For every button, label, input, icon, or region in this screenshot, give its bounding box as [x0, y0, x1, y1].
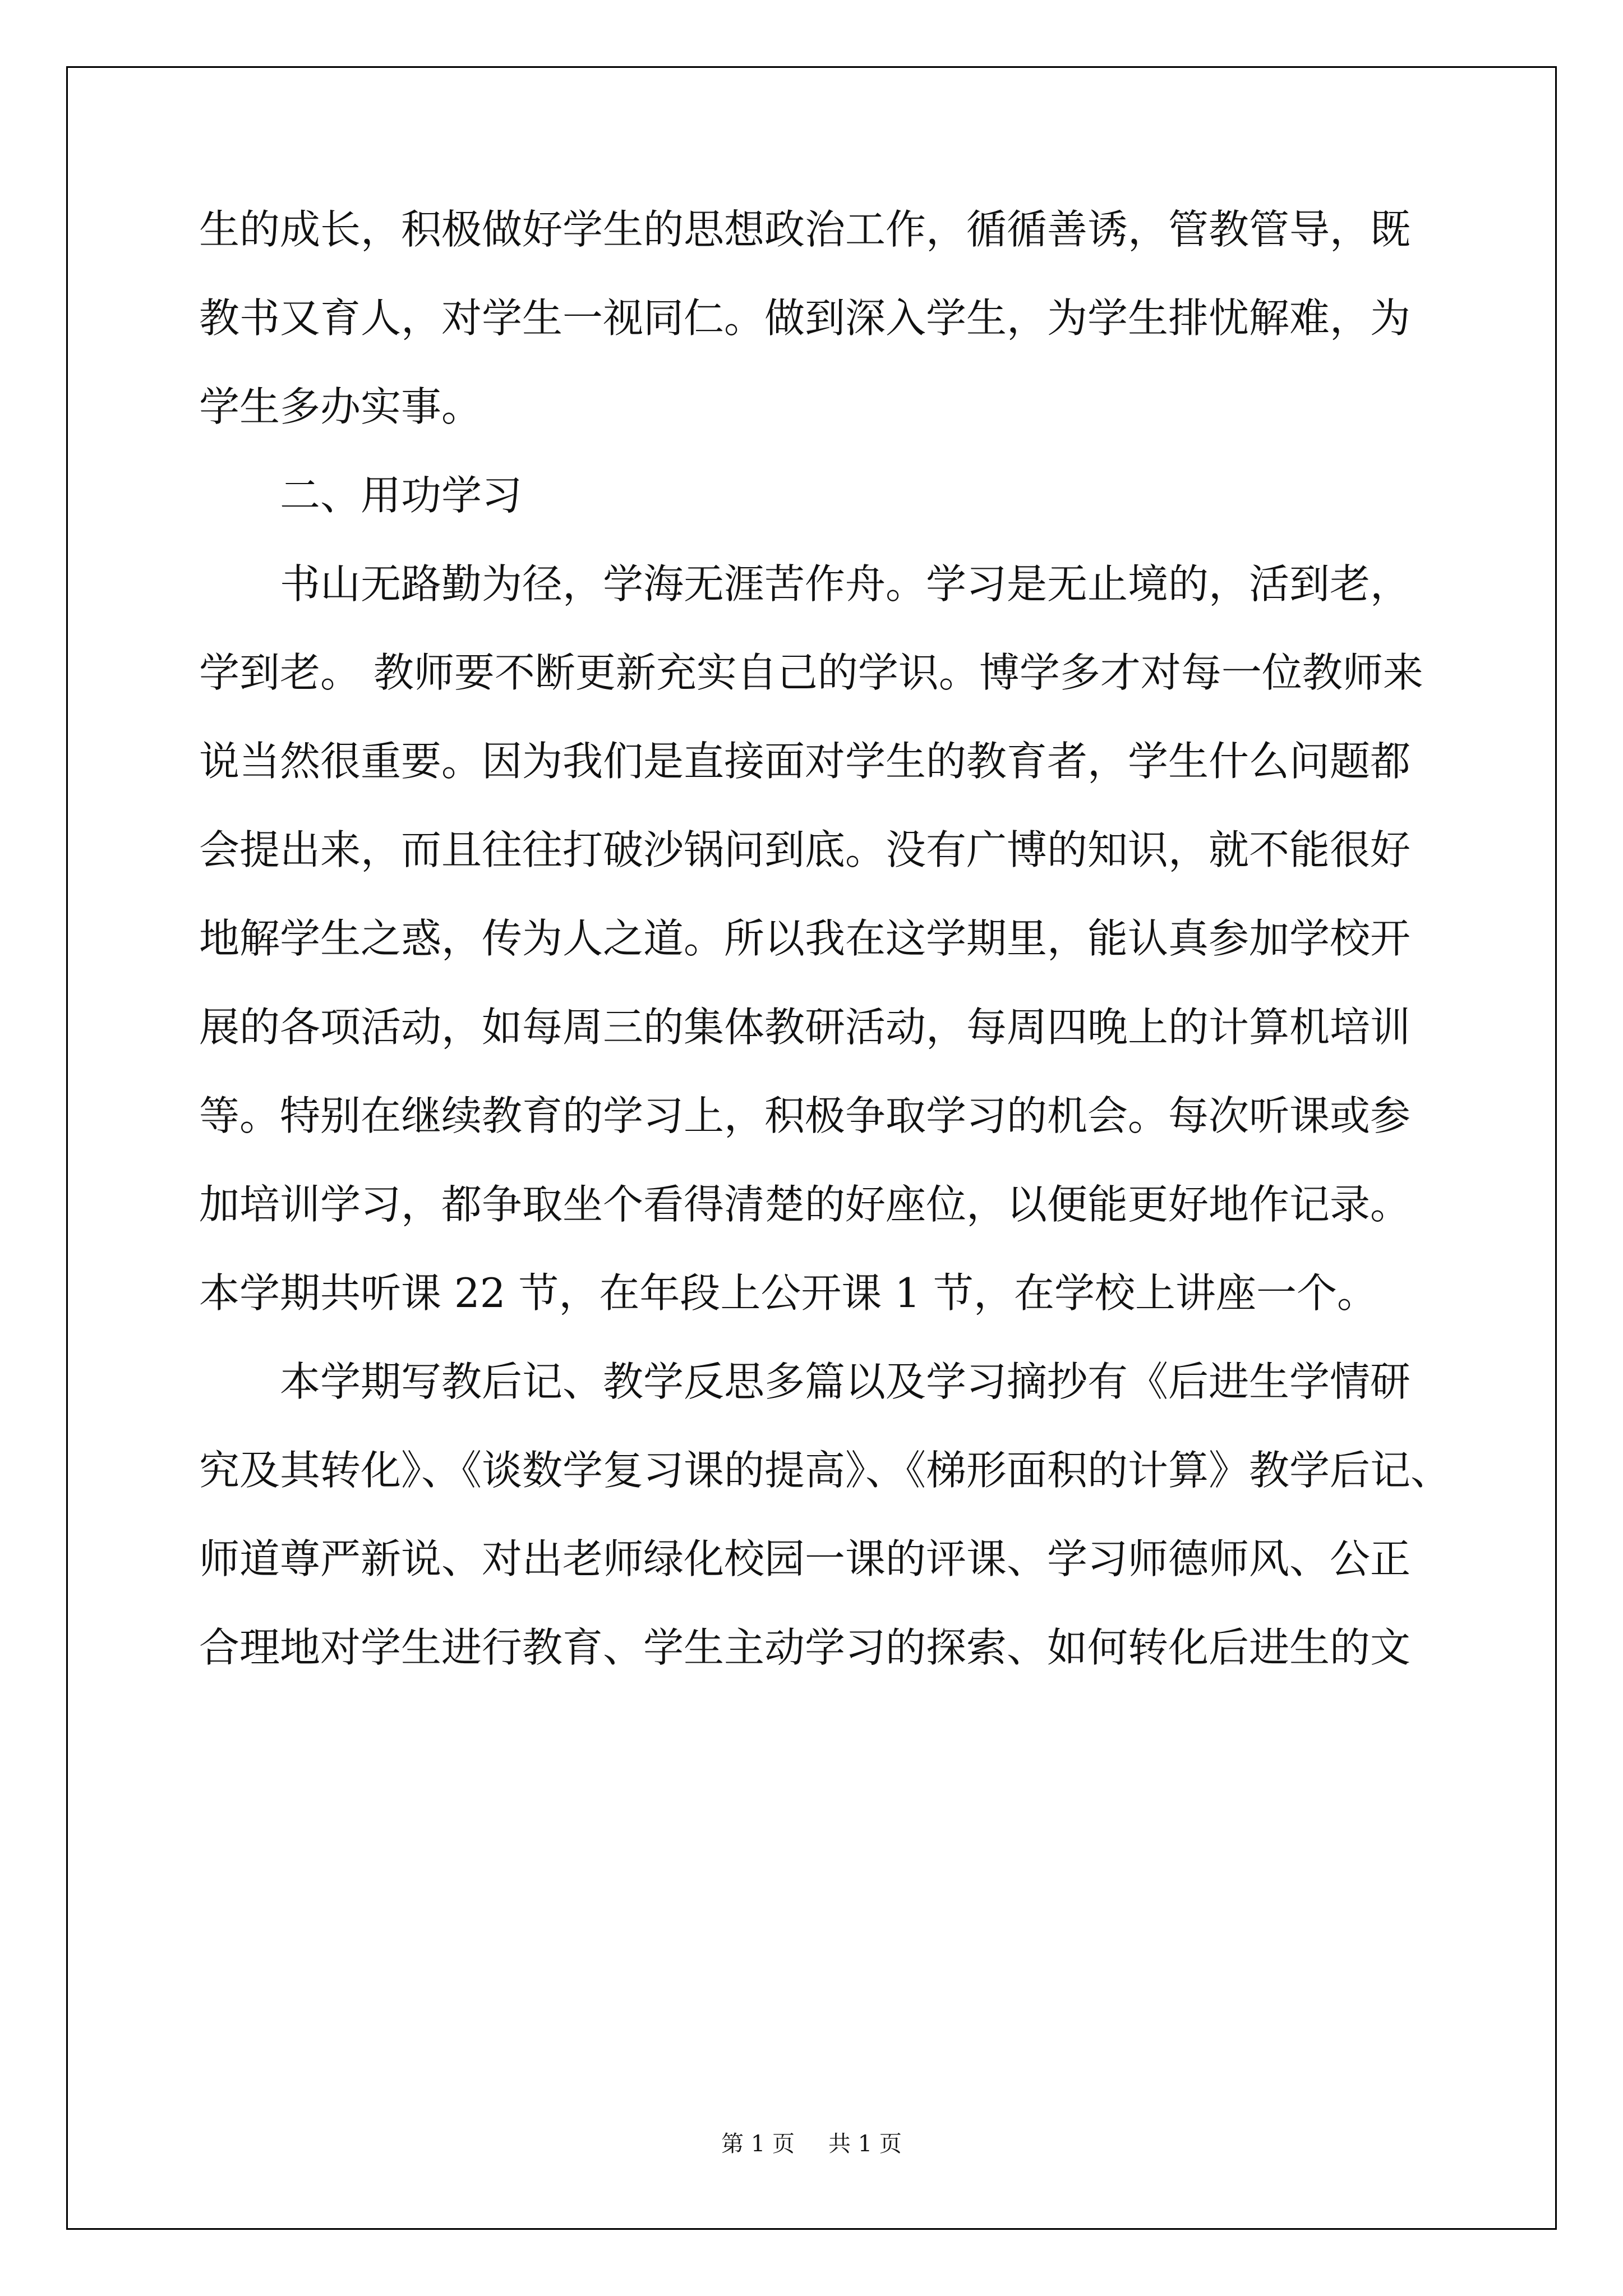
text-line: 本学期写教后记、教学反思多篇以及学习摘抄有《后进生学情研 [280, 1358, 1411, 1405]
text-line: 书山无路勤为径，学海无涯苦作舟。学习是无止境的，活到老， [280, 560, 1411, 608]
page-footer [0, 2126, 1623, 2158]
text-line: 本学期共听课 22 节，在年段上公开课 1 节，在学校上讲座一个。 [199, 1269, 1377, 1317]
text-line: 地解学生之惑，传为人之道。所以我在这学期里，能认真参加学校开 [199, 915, 1411, 962]
text-line: 等。特别在继续教育的学习上，积极争取学习的机会。每次听课或参 [199, 1092, 1411, 1139]
text-line: 展的各项活动，如每周三的集体教研活动，每周四晚上的计算机培训 [199, 1004, 1411, 1051]
page-total: 共 1 页 [828, 2131, 902, 2157]
text-line: 学到老。 教师要不断更新充实自己的学识。博学多才对每一位教师来 [199, 649, 1423, 696]
text-line: 生的成长，积极做好学生的思想政治工作，循循善诱，管教管导，既 [199, 206, 1411, 253]
text-line: 会提出来，而且往往打破沙锅问到底。没有广博的知识，就不能很好 [199, 826, 1411, 873]
document-body [199, 185, 1451, 1692]
section-heading: 二、用功学习 [280, 472, 523, 519]
text-line: 究及其转化》、《谈数学复习课的提高》、《梯形面积的计算》教学后记、 [199, 1447, 1451, 1494]
text-line: 师道尊严新说、对出老师绿化校园一课的评课、学习师德师风、公正 [199, 1535, 1411, 1582]
text-line: 教书又育人，对学生一视同仁。做到深入学生，为学生排忧解难，为 [199, 295, 1411, 342]
page-number: 第 1 页 [721, 2131, 795, 2157]
text-line: 说当然很重要。因为我们是直接面对学生的教育者，学生什么问题都 [199, 738, 1411, 785]
text-line: 学生多办实事。 [199, 383, 482, 430]
text-line: 加培训学习，都争取坐个看得清楚的好座位，以便能更好地作记录。 [199, 1181, 1411, 1228]
text-line: 合理地对学生进行教育、学生主动学习的探索、如何转化后进生的文 [199, 1624, 1411, 1671]
